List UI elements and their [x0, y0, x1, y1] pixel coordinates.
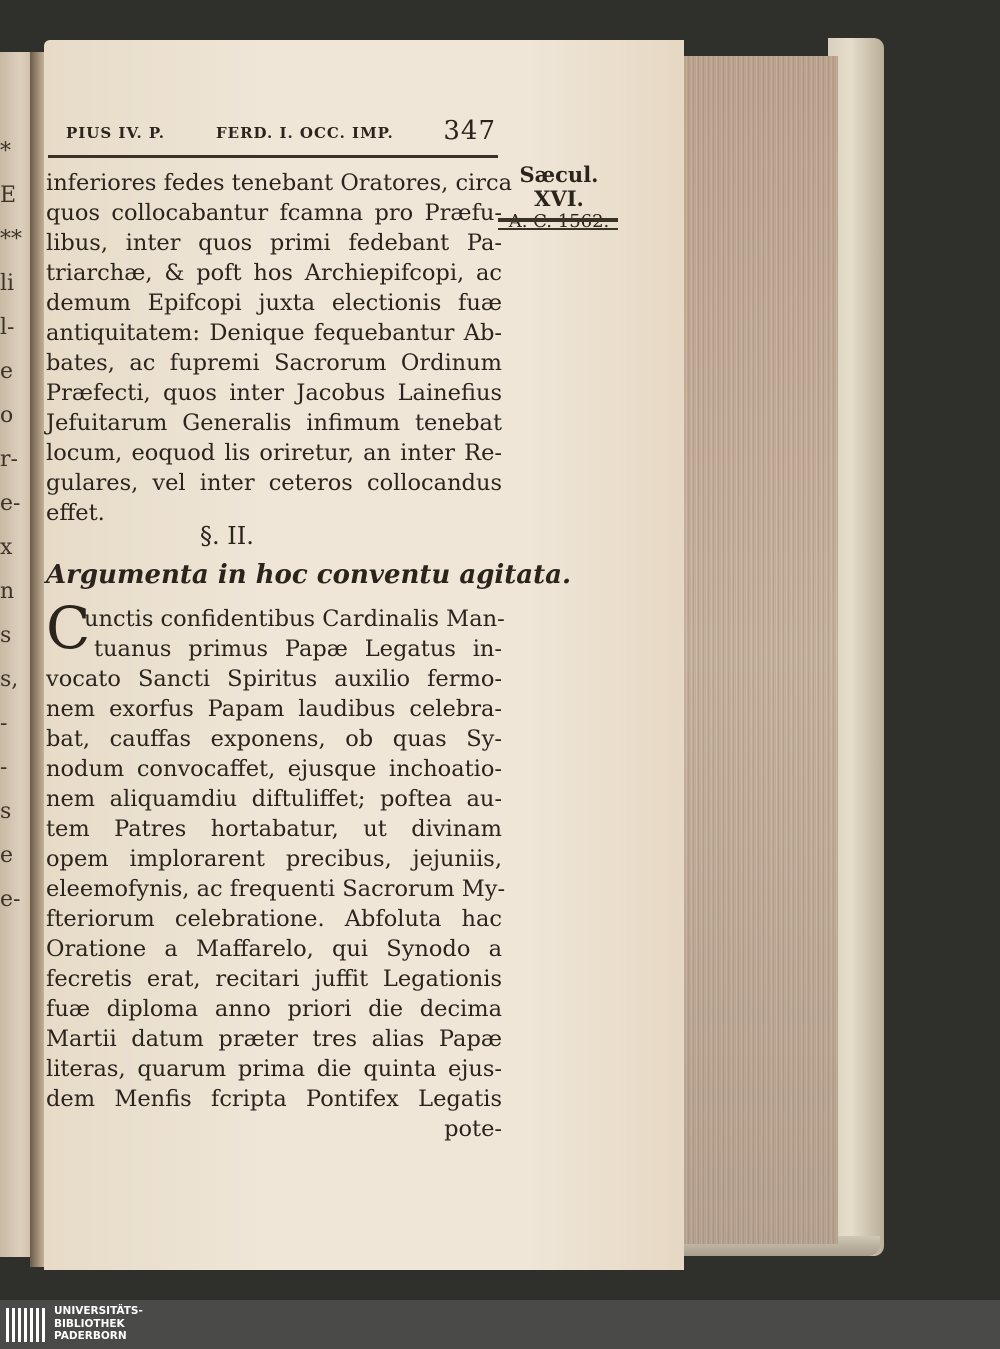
- margin-note-rule: [498, 218, 618, 222]
- library-name: [54, 1305, 143, 1343]
- text-line: libus, inter quos primi fedebant Pa-: [46, 230, 502, 256]
- margin-fragment: s: [0, 799, 12, 824]
- text-line: fteriorum celebratione. Abfoluta hac: [46, 906, 502, 932]
- text-line: bat, cauffas exponens, ob quas Sy-: [46, 726, 502, 752]
- margin-fragment: E: [0, 183, 17, 208]
- page-number: 347: [443, 116, 496, 146]
- text-line: literas, quarum prima die quinta ejus-: [46, 1056, 502, 1082]
- margin-fragment: **: [0, 227, 22, 252]
- text-line: opem implorarent precibus, jejuniis,: [46, 846, 502, 872]
- header-rule: [48, 155, 498, 158]
- text-line: inferiores fedes tenebant Oratores, circa: [46, 170, 513, 196]
- text-line: Præfecti, quos inter Jacobus Lainefius: [46, 380, 502, 406]
- catchword: pote-: [444, 1116, 502, 1142]
- margin-fragment: s,: [0, 667, 19, 692]
- section-title: Argumenta in hoc conventu agitata.: [46, 560, 572, 590]
- text-line: nodum convocaffet, ejusque inchoatio-: [46, 756, 502, 782]
- text-line: nem aliquamdiu diftuliffet; poftea au-: [46, 786, 502, 812]
- margin-fragment: r-: [0, 447, 18, 472]
- margin-fragment: *: [0, 139, 11, 164]
- running-head-emperor: FERD. I. OCC. IMP.: [216, 124, 394, 142]
- text-line: unctis confidentibus Cardinalis Man-: [84, 606, 505, 632]
- library-name-line3: PADERBORN: [54, 1330, 127, 1342]
- running-head: [66, 116, 496, 150]
- text-line: antiquitatem: Denique fequebantur Ab-: [46, 320, 502, 346]
- text-line: vocato Sancti Spiritus auxilio fermo-: [46, 666, 502, 692]
- text-line: Martii datum præter tres alias Papæ: [46, 1026, 502, 1052]
- library-logo-icon: [6, 1308, 46, 1342]
- margin-fragment: o: [0, 403, 14, 428]
- text-line: effet.: [46, 500, 105, 526]
- text-line: nem exorfus Papam laudibus celebra-: [46, 696, 502, 722]
- paragraph-2: [46, 604, 506, 1144]
- margin-fragment: e-: [0, 887, 21, 912]
- text-line: tem Patres hortabatur, ut divinam: [46, 816, 502, 842]
- text-line: locum, eoquod lis oriretur, an inter Re-: [46, 440, 502, 466]
- library-footer: [0, 1300, 1000, 1349]
- margin-fragment: e: [0, 843, 14, 868]
- margin-fragment: e: [0, 359, 14, 384]
- margin-fragment: -: [0, 711, 8, 736]
- margin-fragment: -: [0, 755, 8, 780]
- text-line: demum Epifcopi juxta electionis fuæ: [46, 290, 502, 316]
- text-line: eleemofynis, ac frequenti Sacrorum My-: [46, 876, 506, 902]
- margin-fragment: e-: [0, 491, 21, 516]
- margin-note-rule-thin: [498, 228, 618, 230]
- library-name-line2: BIBLIOTHEK: [54, 1317, 125, 1330]
- running-head-pope: PIUS IV. P.: [66, 124, 165, 142]
- text-line: bates, ac fupremi Sacrorum Ordinum: [46, 350, 502, 376]
- library-name-line1: UNIVERSITÄTS-: [54, 1305, 143, 1317]
- drop-capital: C: [46, 594, 91, 662]
- text-line: triarchæ, & poft hos Archiepifcopi, ac: [46, 260, 502, 286]
- text-line: fuæ diploma anno priori die decima: [46, 996, 502, 1022]
- paragraph-1: [46, 168, 513, 528]
- text-line: quos collocabantur fcamna pro Præfu-: [46, 200, 502, 226]
- section-number: §. II.: [200, 522, 254, 550]
- margin-note-century: Sæcul. XVI.: [519, 162, 599, 211]
- text-line: dem Menfis fcripta Pontifex Legatis: [46, 1086, 502, 1112]
- margin-fragment: li: [0, 271, 15, 296]
- margin-note: [496, 163, 622, 233]
- margin-fragment: n: [0, 579, 15, 604]
- text-line: gulares, vel inter ceteros collocandus: [46, 470, 502, 496]
- text-line: Oratione a Maffarelo, qui Synodo a: [46, 936, 502, 962]
- margin-fragment: x: [0, 535, 13, 560]
- page-edges: [680, 56, 838, 1244]
- text-line: fecretis erat, recitari juffit Legationis: [46, 966, 502, 992]
- text-line: Jefuitarum Generalis infimum tenebat: [46, 410, 502, 436]
- margin-fragment: l-: [0, 315, 15, 340]
- margin-fragment: s: [0, 623, 12, 648]
- previous-page-margin-text: [0, 130, 20, 922]
- text-line: tuanus primus Papæ Legatus in-: [94, 636, 502, 662]
